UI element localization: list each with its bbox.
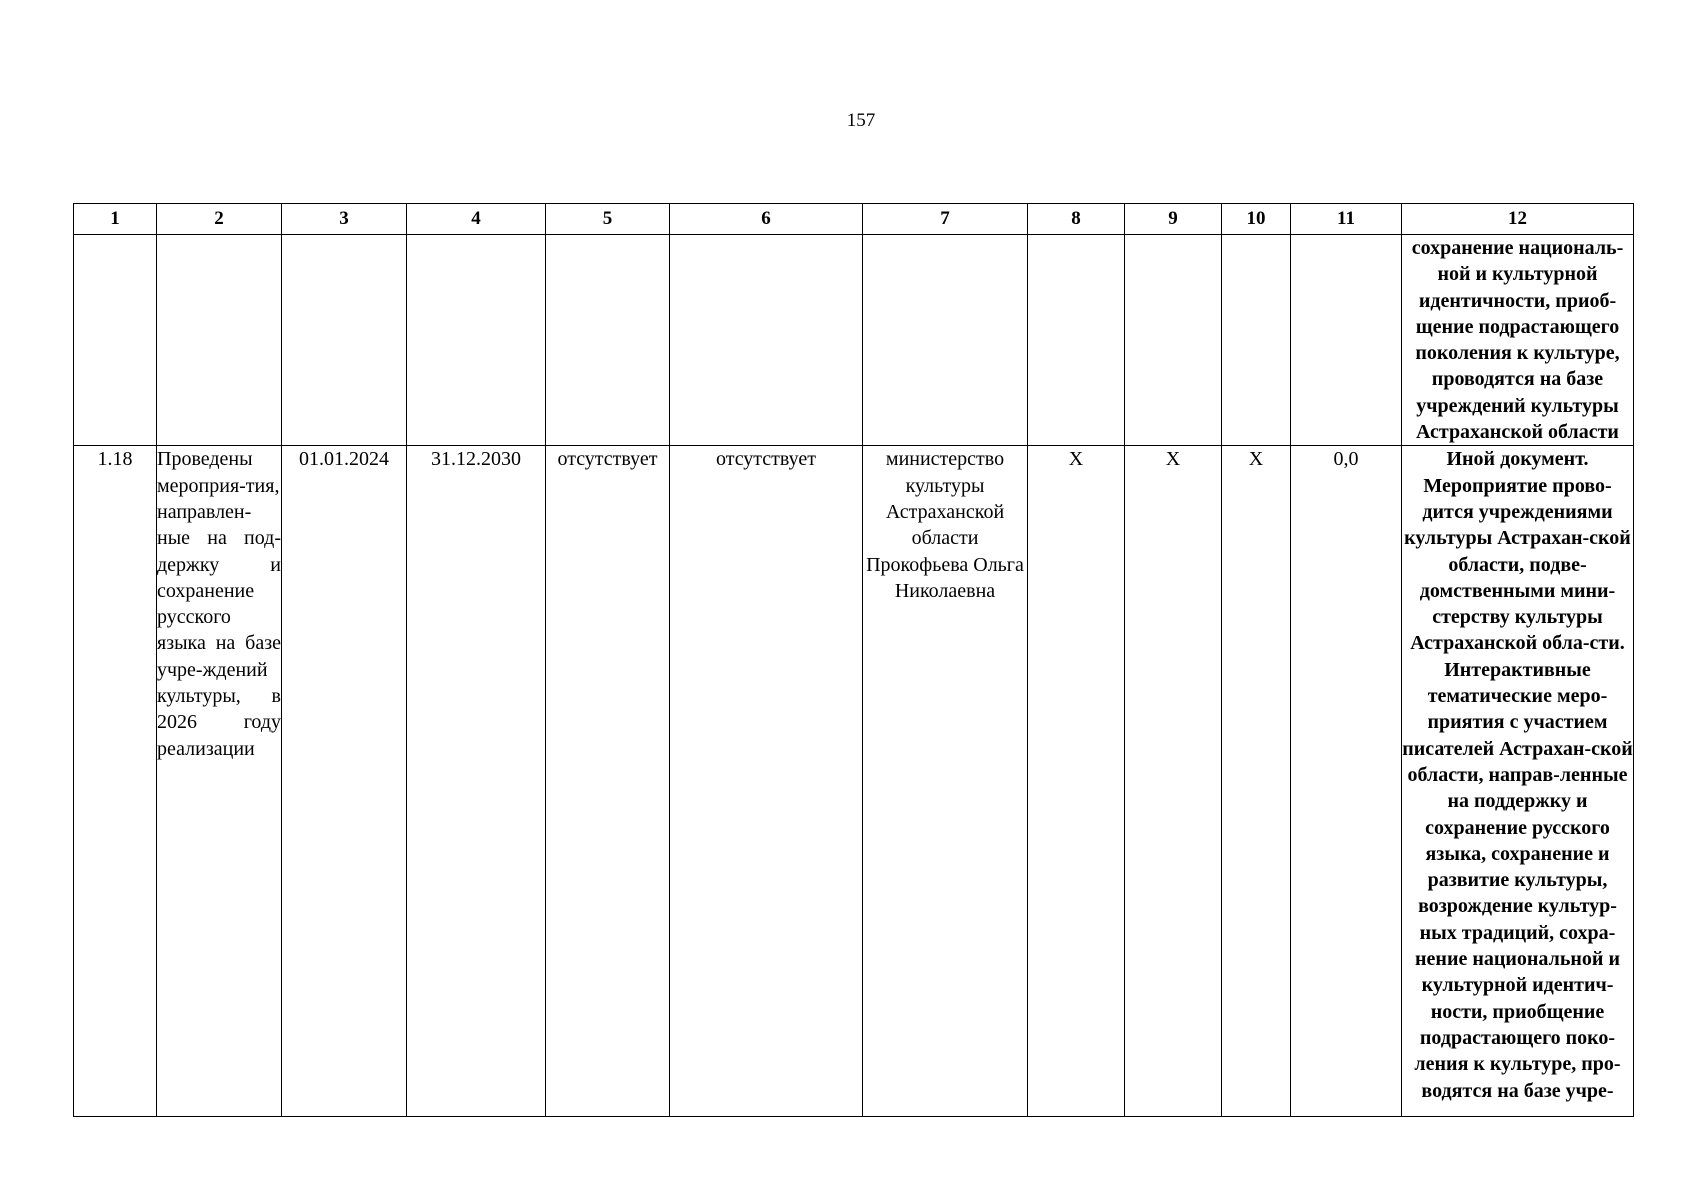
header-col-1: 1 <box>74 204 157 235</box>
header-col-10: 10 <box>1222 204 1291 235</box>
header-col-6: 6 <box>670 204 863 235</box>
cell-continued-description: сохранение националь-ной и культурной идентичности, приоб-щение подрастающего поколения к культуре, проводятся на базе учреждений культуры Астраханской области <box>1402 235 1634 446</box>
cell-empty <box>407 235 546 446</box>
header-row <box>74 204 1634 235</box>
cell-col6: отсутствует <box>670 446 863 1117</box>
header-col-5: 5 <box>546 204 670 235</box>
header-col-7: 7 <box>863 204 1028 235</box>
cell-col5: отсутствует <box>546 446 670 1117</box>
cell-col11: 0,0 <box>1291 446 1402 1117</box>
cell-empty <box>1222 235 1291 446</box>
header-col-9: 9 <box>1125 204 1222 235</box>
header-col-2: 2 <box>157 204 282 235</box>
header-col-8: 8 <box>1028 204 1125 235</box>
header-col-4: 4 <box>407 204 546 235</box>
cell-empty <box>546 235 670 446</box>
cell-col8: X <box>1028 446 1125 1117</box>
cell-col10: X <box>1222 446 1291 1117</box>
cell-empty <box>282 235 407 446</box>
cell-empty <box>157 235 282 446</box>
header-col-3: 3 <box>282 204 407 235</box>
header-col-11: 11 <box>1291 204 1402 235</box>
cell-col9: X <box>1125 446 1222 1117</box>
cell-responsible: министерство культуры Астраханской области Прокофьева Ольга Николаевна <box>863 446 1028 1117</box>
cell-description: Иной документ. Мероприятие прово-дится учреждениями культуры Астрахан-ской области, подве-домственными мини-стерству культуры Астраханской обла-сти. Интерактивные тематические меро-приятия с участием писателей Астрахан-ской области, направ-ленные на поддержку и сохранение русского языка, сохранение и развитие культуры, возрождение культур-ных традиций, сохра-нение национальной и культурной идентич-ности, приобщение подрастающего поко-ления к культуре, про-водятся на базе учре- <box>1402 446 1634 1117</box>
cell-activity-name: Проведены мероприя-тия, направлен-ные на под-держку и сохранение русского языка на базе учре-ждений культуры, в 2026 году реализации <box>157 446 282 1117</box>
header-col-12: 12 <box>1402 204 1634 235</box>
program-table <box>73 203 1634 1117</box>
cell-empty <box>863 235 1028 446</box>
cell-empty <box>74 235 157 446</box>
cell-end-date: 31.12.2030 <box>407 446 546 1117</box>
page-number: 157 <box>846 110 876 131</box>
cell-empty <box>1125 235 1222 446</box>
cell-start-date: 01.01.2024 <box>282 446 407 1117</box>
table-row-1-18 <box>74 446 1634 1117</box>
table-row-continued <box>74 235 1634 446</box>
cell-empty <box>1028 235 1125 446</box>
cell-row-number: 1.18 <box>74 446 157 1117</box>
cell-empty <box>1291 235 1402 446</box>
cell-empty <box>670 235 863 446</box>
